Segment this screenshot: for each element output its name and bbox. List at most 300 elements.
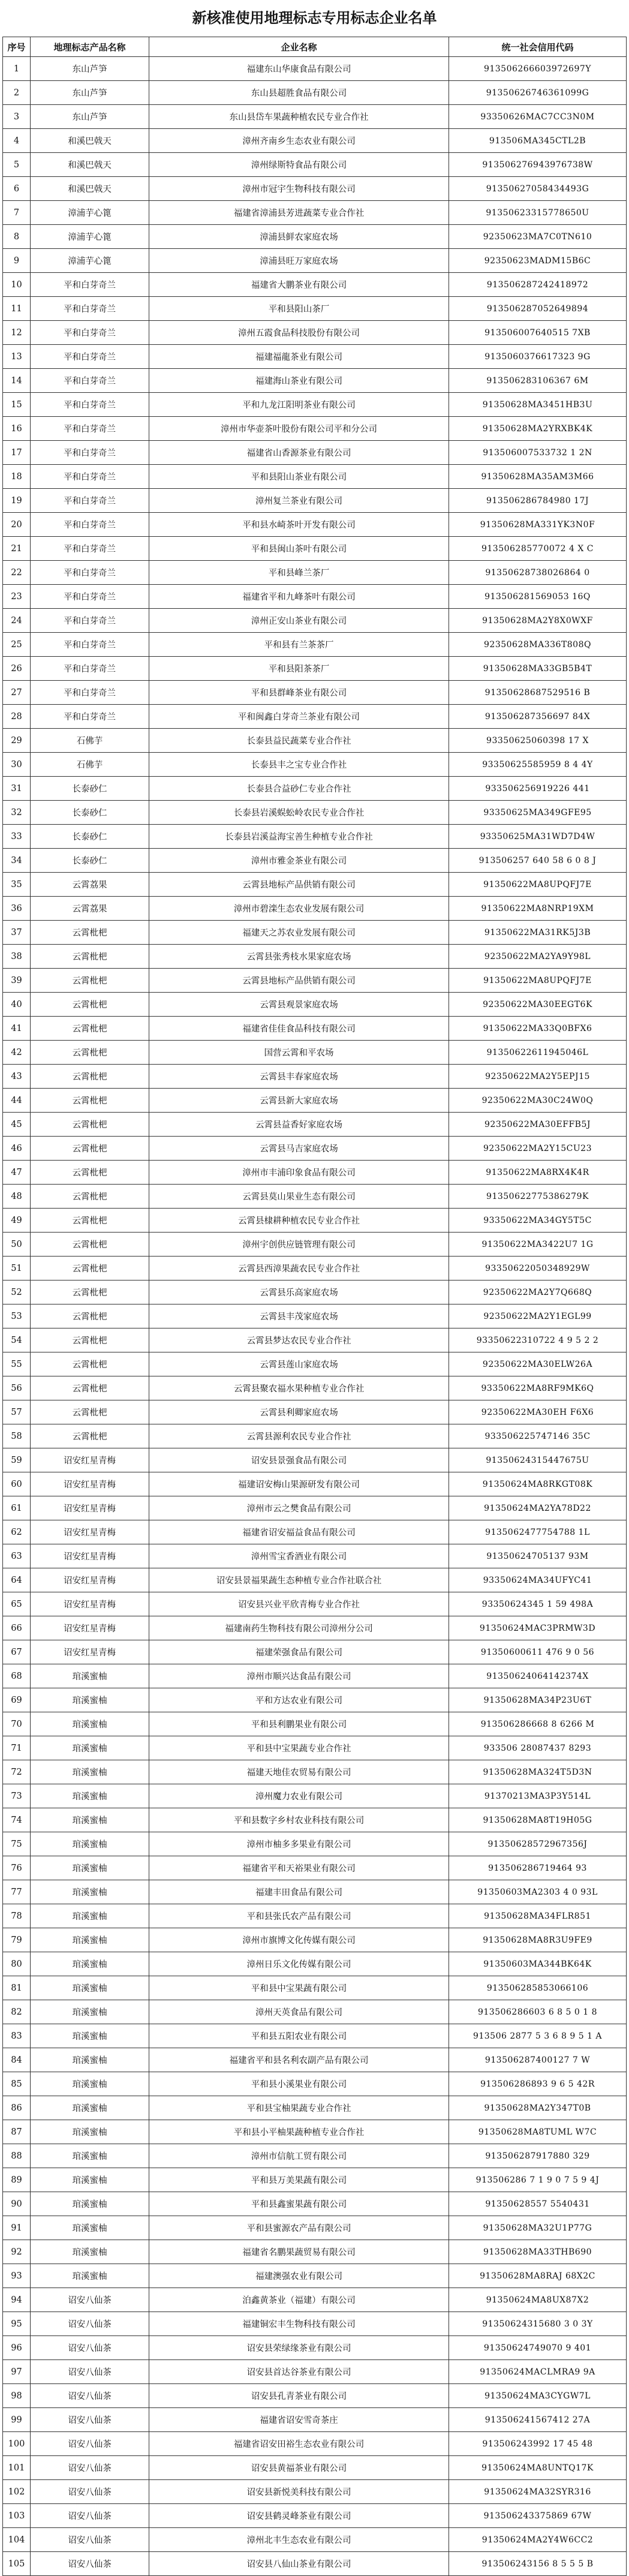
enterprise-name: 平和县蜜源农产品有限公司 bbox=[149, 2216, 449, 2240]
credit-code: 92350623MADM15B6C bbox=[449, 249, 627, 273]
enterprise-name: 平和县小溪果业有限公司 bbox=[149, 2072, 449, 2096]
credit-code: 913506281569053 16Q bbox=[449, 585, 627, 609]
credit-code: 91350622775386279K bbox=[449, 1185, 627, 1209]
enterprise-name: 福建东山华康食品有限公司 bbox=[149, 57, 449, 81]
product-name: 和溪巴戟天 bbox=[31, 153, 149, 177]
product-name: 平和白芽奇兰 bbox=[31, 561, 149, 585]
product-name: 平和白芽奇兰 bbox=[31, 369, 149, 393]
credit-code: 91350624MA8RKGT08K bbox=[449, 1472, 627, 1496]
product-name: 云霄荔果 bbox=[31, 873, 149, 897]
credit-code: 91350603MA344BK64K bbox=[449, 1952, 627, 1976]
product-name: 云霄枇杷 bbox=[31, 1041, 149, 1065]
table-row bbox=[3, 1113, 627, 1137]
enterprise-name: 云霄县莲山家庭农场 bbox=[149, 1352, 449, 1376]
table-row bbox=[3, 1376, 627, 1400]
row-index: 45 bbox=[3, 1113, 31, 1137]
enterprise-table bbox=[2, 37, 627, 2576]
header-credit-code: 统一社会信用代码 bbox=[449, 37, 627, 57]
product-name: 平和白芽奇兰 bbox=[31, 393, 149, 417]
credit-code: 91350628MA8T19H05G bbox=[449, 1808, 627, 1832]
row-index: 95 bbox=[3, 2312, 31, 2336]
row-index: 19 bbox=[3, 489, 31, 513]
table-row bbox=[3, 945, 627, 969]
product-name: 琯溪蜜柚 bbox=[31, 2144, 149, 2168]
credit-code: 92350623MA7C0TN610 bbox=[449, 225, 627, 249]
credit-code: 91350628687529516 B bbox=[449, 681, 627, 705]
product-name: 琯溪蜜柚 bbox=[31, 1928, 149, 1952]
row-index: 42 bbox=[3, 1041, 31, 1065]
product-name: 琯溪蜜柚 bbox=[31, 1904, 149, 1928]
table-row bbox=[3, 1664, 627, 1688]
table-row bbox=[3, 201, 627, 225]
enterprise-name: 平和县闽山茶叶有限公司 bbox=[149, 537, 449, 561]
credit-code: 93350624MA34UFYC41 bbox=[449, 1568, 627, 1592]
table-row bbox=[3, 1448, 627, 1472]
product-name: 云霄枇杷 bbox=[31, 1161, 149, 1185]
table-row bbox=[3, 1304, 627, 1328]
enterprise-name: 漳州日乐文化传媒有限公司 bbox=[149, 1952, 449, 1976]
row-index: 28 bbox=[3, 705, 31, 729]
credit-code: 92350622MA2Y1EGL99 bbox=[449, 1304, 627, 1328]
enterprise-name: 诏安县鹤灵峰茶业有限公司 bbox=[149, 2504, 449, 2528]
table-row bbox=[3, 2096, 627, 2120]
table-row bbox=[3, 561, 627, 585]
product-name: 和溪巴戟天 bbox=[31, 129, 149, 153]
enterprise-name: 平和县万美果蔬有限公司 bbox=[149, 2168, 449, 2192]
table-row bbox=[3, 993, 627, 1017]
table-row bbox=[3, 1424, 627, 1448]
row-index: 47 bbox=[3, 1161, 31, 1185]
enterprise-name: 云霄县益香好家庭农场 bbox=[149, 1113, 449, 1137]
table-row bbox=[3, 2384, 627, 2408]
enterprise-name: 漳州市雅金茶业有限公司 bbox=[149, 849, 449, 873]
table-row bbox=[3, 1784, 627, 1808]
enterprise-name: 福建诏安梅山果源研发有限公司 bbox=[149, 1472, 449, 1496]
table-row bbox=[3, 1328, 627, 1352]
credit-code: 92350622MA2YA9Y98L bbox=[449, 945, 627, 969]
row-index: 31 bbox=[3, 777, 31, 801]
table-row bbox=[3, 1928, 627, 1952]
enterprise-name: 福建省诏安田裕生态农业有限公司 bbox=[149, 2432, 449, 2456]
row-index: 44 bbox=[3, 1089, 31, 1113]
product-name: 诏安八仙茶 bbox=[31, 2408, 149, 2432]
credit-code: 91350622611945046L bbox=[449, 1041, 627, 1065]
enterprise-name: 诏安县新悦美科技有限公司 bbox=[149, 2480, 449, 2504]
row-index: 32 bbox=[3, 801, 31, 825]
enterprise-name: 云霄县乐高家庭农场 bbox=[149, 1281, 449, 1304]
row-index: 26 bbox=[3, 657, 31, 681]
enterprise-name: 平和县宝柚果蔬专业合作社 bbox=[149, 2096, 449, 2120]
table-row bbox=[3, 753, 627, 777]
enterprise-name: 漳州市云之樊食品有限公司 bbox=[149, 1496, 449, 1520]
enterprise-name: 漳州正安山茶业有限公司 bbox=[149, 609, 449, 633]
credit-code: 91350628MA2Y347T0B bbox=[449, 2096, 627, 2120]
credit-code: 91350622MA8UPQFJ7E bbox=[449, 873, 627, 897]
table-row bbox=[3, 177, 627, 201]
table-row bbox=[3, 2216, 627, 2240]
product-name: 平和白芽奇兰 bbox=[31, 417, 149, 441]
enterprise-name: 漳州北丰生态农业有限公司 bbox=[149, 2528, 449, 2552]
credit-code: 93350622MA8RF9MK6Q bbox=[449, 1376, 627, 1400]
enterprise-name: 平和方达农业有限公司 bbox=[149, 1688, 449, 1712]
table-row bbox=[3, 801, 627, 825]
enterprise-name: 漳州市冠宇生物科技有限公司 bbox=[149, 177, 449, 201]
row-index: 40 bbox=[3, 993, 31, 1017]
table-row bbox=[3, 1736, 627, 1760]
product-name: 石佛芋 bbox=[31, 729, 149, 753]
credit-code: 92350622MA30EEGT6K bbox=[449, 993, 627, 1017]
enterprise-name: 漳州市旗博文化传媒有限公司 bbox=[149, 1928, 449, 1952]
product-name: 诏安红星青梅 bbox=[31, 1592, 149, 1616]
enterprise-name: 云霄县利卿家庭农场 bbox=[149, 1400, 449, 1424]
product-name: 诏安八仙茶 bbox=[31, 2288, 149, 2312]
enterprise-name: 云霄县丰春家庭农场 bbox=[149, 1065, 449, 1089]
enterprise-name: 诏安县荣绿缘茶业有限公司 bbox=[149, 2336, 449, 2360]
credit-code: 913506287917880 329 bbox=[449, 2144, 627, 2168]
credit-code: 91350622MA33Q0BFX6 bbox=[449, 1017, 627, 1041]
enterprise-name: 漳州市丰浦印象食品有限公司 bbox=[149, 1161, 449, 1185]
row-index: 52 bbox=[3, 1281, 31, 1304]
table-row bbox=[3, 1808, 627, 1832]
credit-code: 91350624MA8UNTQ17K bbox=[449, 2456, 627, 2480]
table-row bbox=[3, 513, 627, 537]
product-name: 云霄枇杷 bbox=[31, 1257, 149, 1281]
product-name: 诏安红星青梅 bbox=[31, 1616, 149, 1640]
table-row bbox=[3, 681, 627, 705]
credit-code: 9135060376617323 9G bbox=[449, 345, 627, 369]
table-row bbox=[3, 105, 627, 129]
table-row bbox=[3, 1233, 627, 1257]
credit-code: 913506283106367 6M bbox=[449, 369, 627, 393]
credit-code: 91350624MA2YA78D22 bbox=[449, 1496, 627, 1520]
credit-code: 92350622MA30EH F6X6 bbox=[449, 1400, 627, 1424]
credit-code: 913506285853066106 bbox=[449, 1976, 627, 2000]
table-row bbox=[3, 1520, 627, 1544]
table-row bbox=[3, 1832, 627, 1856]
product-name: 诏安红星青梅 bbox=[31, 1472, 149, 1496]
enterprise-name: 福建南药生物科技有限公司漳州分公司 bbox=[149, 1616, 449, 1640]
row-index: 8 bbox=[3, 225, 31, 249]
credit-code: 913506287052649894 bbox=[449, 297, 627, 321]
enterprise-name: 平和县利鹏果业有限公司 bbox=[149, 1712, 449, 1736]
product-name: 诏安八仙茶 bbox=[31, 2552, 149, 2576]
enterprise-name: 福建海山茶业有限公司 bbox=[149, 369, 449, 393]
row-index: 65 bbox=[3, 1592, 31, 1616]
credit-code: 91350628MA8RAJ 68X2C bbox=[449, 2264, 627, 2288]
product-name: 平和白芽奇兰 bbox=[31, 705, 149, 729]
product-name: 云霄枇杷 bbox=[31, 945, 149, 969]
enterprise-name: 福建省山香源茶业有限公司 bbox=[149, 441, 449, 465]
row-index: 10 bbox=[3, 273, 31, 297]
row-index: 46 bbox=[3, 1137, 31, 1161]
row-index: 57 bbox=[3, 1400, 31, 1424]
product-name: 诏安红星青梅 bbox=[31, 1640, 149, 1664]
product-name: 云霄枇杷 bbox=[31, 1185, 149, 1209]
table-row bbox=[3, 1712, 627, 1736]
credit-code: 91350628MA2Y8X0WXF bbox=[449, 609, 627, 633]
table-row bbox=[3, 897, 627, 921]
row-index: 61 bbox=[3, 1496, 31, 1520]
table-row bbox=[3, 1568, 627, 1592]
row-index: 101 bbox=[3, 2456, 31, 2480]
credit-code: 91350600611 476 9 0 56 bbox=[449, 1640, 627, 1664]
enterprise-name: 诏安县景强食品有限公司 bbox=[149, 1448, 449, 1472]
enterprise-name: 云霄县地标产品供销有限公司 bbox=[149, 873, 449, 897]
credit-code: 913506243992 17 45 48 bbox=[449, 2432, 627, 2456]
row-index: 38 bbox=[3, 945, 31, 969]
table-row bbox=[3, 2000, 627, 2024]
row-index: 22 bbox=[3, 561, 31, 585]
enterprise-name: 平和县阳茶茶厂 bbox=[149, 657, 449, 681]
table-row bbox=[3, 2528, 627, 2552]
row-index: 16 bbox=[3, 417, 31, 441]
credit-code: 913506276943976738W bbox=[449, 153, 627, 177]
product-name: 平和白芽奇兰 bbox=[31, 609, 149, 633]
credit-code: 91350624MAC3PRMW3D bbox=[449, 1616, 627, 1640]
row-index: 66 bbox=[3, 1616, 31, 1640]
enterprise-name: 福建省诏安雪奇茶庄 bbox=[149, 2408, 449, 2432]
table-row bbox=[3, 1760, 627, 1784]
row-index: 20 bbox=[3, 513, 31, 537]
product-name: 诏安八仙茶 bbox=[31, 2384, 149, 2408]
credit-code: 92350622MA2Y5EPJ15 bbox=[449, 1065, 627, 1089]
enterprise-name: 平和县中宝果蔬专业合作社 bbox=[149, 1736, 449, 1760]
product-name: 云霄枇杷 bbox=[31, 1017, 149, 1041]
credit-code: 91350624MA3CYGW7L bbox=[449, 2384, 627, 2408]
row-index: 4 bbox=[3, 129, 31, 153]
table-row bbox=[3, 2168, 627, 2192]
table-row bbox=[3, 1089, 627, 1113]
product-name: 平和白芽奇兰 bbox=[31, 585, 149, 609]
credit-code: 91350628MA34P23U6T bbox=[449, 1688, 627, 1712]
enterprise-name: 福建省平和县名利农副产品有限公司 bbox=[149, 2048, 449, 2072]
enterprise-name: 福建丰田食品有限公司 bbox=[149, 1880, 449, 1904]
product-name: 琯溪蜜柚 bbox=[31, 1856, 149, 1880]
enterprise-name: 漳州绿斯特食品有限公司 bbox=[149, 153, 449, 177]
credit-code: 91350622MA8RX4K4R bbox=[449, 1161, 627, 1185]
table-row bbox=[3, 1880, 627, 1904]
product-name: 和溪巴戟天 bbox=[31, 177, 149, 201]
enterprise-name: 平和县小平柚果蔬种植专业合作社 bbox=[149, 2120, 449, 2144]
row-index: 48 bbox=[3, 1185, 31, 1209]
credit-code: 913506243156 8 5 5 5 B bbox=[449, 2552, 627, 2576]
product-name: 诏安八仙茶 bbox=[31, 2432, 149, 2456]
table-row bbox=[3, 2288, 627, 2312]
row-index: 59 bbox=[3, 1448, 31, 1472]
product-name: 琯溪蜜柚 bbox=[31, 2240, 149, 2264]
product-name: 平和白芽奇兰 bbox=[31, 297, 149, 321]
credit-code: 92350622MA2Y15CU23 bbox=[449, 1137, 627, 1161]
table-row bbox=[3, 609, 627, 633]
enterprise-name: 平和县五阳农业有限公司 bbox=[149, 2024, 449, 2048]
table-row bbox=[3, 2024, 627, 2048]
enterprise-name: 平和闽鑫白芽奇兰茶业有限公司 bbox=[149, 705, 449, 729]
table-row bbox=[3, 1400, 627, 1424]
row-index: 83 bbox=[3, 2024, 31, 2048]
table-row bbox=[3, 1856, 627, 1880]
row-index: 18 bbox=[3, 465, 31, 489]
table-row bbox=[3, 2312, 627, 2336]
credit-code: 913506286784980 17J bbox=[449, 489, 627, 513]
product-name: 诏安八仙茶 bbox=[31, 2504, 149, 2528]
credit-code: 93350625MA349GFE95 bbox=[449, 801, 627, 825]
product-name: 琯溪蜜柚 bbox=[31, 1712, 149, 1736]
product-name: 诏安八仙茶 bbox=[31, 2336, 149, 2360]
row-index: 11 bbox=[3, 297, 31, 321]
header-index: 序号 bbox=[3, 37, 31, 57]
credit-code: 91350624315447675U bbox=[449, 1448, 627, 1472]
credit-code: 92350622MA30ELW26A bbox=[449, 1352, 627, 1376]
table-row bbox=[3, 1544, 627, 1568]
product-name: 琯溪蜜柚 bbox=[31, 2096, 149, 2120]
product-name: 云霄枇杷 bbox=[31, 969, 149, 993]
enterprise-name: 平和县群峰茶业有限公司 bbox=[149, 681, 449, 705]
enterprise-name: 平和九龙江阳明茶业有限公司 bbox=[149, 393, 449, 417]
enterprise-name: 云霄县地标产品供销有限公司 bbox=[149, 969, 449, 993]
credit-code: 913506285770072 4 X C bbox=[449, 537, 627, 561]
credit-code: 913506286 7 1 9 0 7 5 9 4J bbox=[449, 2168, 627, 2192]
product-name: 琯溪蜜柚 bbox=[31, 1760, 149, 1784]
row-index: 43 bbox=[3, 1065, 31, 1089]
product-name: 平和白芽奇兰 bbox=[31, 513, 149, 537]
product-name: 诏安八仙茶 bbox=[31, 2456, 149, 2480]
table-row bbox=[3, 2360, 627, 2384]
enterprise-name: 云霄县观景家庭农场 bbox=[149, 993, 449, 1017]
product-name: 诏安红星青梅 bbox=[31, 1520, 149, 1544]
product-name: 长泰砂仁 bbox=[31, 825, 149, 849]
enterprise-name: 平和县峰兰茶厂 bbox=[149, 561, 449, 585]
table-row bbox=[3, 2264, 627, 2288]
enterprise-name: 云霄县源利农民专业合作社 bbox=[149, 1424, 449, 1448]
enterprise-name: 平和县有兰茶茶厂 bbox=[149, 633, 449, 657]
enterprise-name: 云霄县西漳果蔬农民专业合作社 bbox=[149, 1257, 449, 1281]
table-row bbox=[3, 585, 627, 609]
enterprise-name: 平和县中宝果蔬有限公司 bbox=[149, 1976, 449, 2000]
product-name: 琯溪蜜柚 bbox=[31, 2264, 149, 2288]
table-row bbox=[3, 441, 627, 465]
product-name: 诏安红星青梅 bbox=[31, 1568, 149, 1592]
row-index: 77 bbox=[3, 1880, 31, 1904]
row-index: 63 bbox=[3, 1544, 31, 1568]
row-index: 103 bbox=[3, 2504, 31, 2528]
credit-code: 91350622MA8UPQFJ7E bbox=[449, 969, 627, 993]
enterprise-name: 漳州市碧滦生态农业发展有限公司 bbox=[149, 897, 449, 921]
row-index: 62 bbox=[3, 1520, 31, 1544]
product-name: 东山芦笋 bbox=[31, 57, 149, 81]
table-row bbox=[3, 1952, 627, 1976]
table-row bbox=[3, 1137, 627, 1161]
enterprise-name: 长泰县岩溪蜈蚣岭农民专业合作社 bbox=[149, 801, 449, 825]
row-index: 105 bbox=[3, 2552, 31, 2576]
enterprise-name: 云霄县张秀枝水果家庭农场 bbox=[149, 945, 449, 969]
credit-code: 91350628MA3451HB3U bbox=[449, 393, 627, 417]
credit-code: 913506241567412 27A bbox=[449, 2408, 627, 2432]
table-body bbox=[3, 57, 627, 2576]
product-name: 琯溪蜜柚 bbox=[31, 1976, 149, 2000]
row-index: 88 bbox=[3, 2144, 31, 2168]
credit-code: 913506286719464 93 bbox=[449, 1856, 627, 1880]
product-name: 琯溪蜜柚 bbox=[31, 2024, 149, 2048]
table-row bbox=[3, 825, 627, 849]
row-index: 64 bbox=[3, 1568, 31, 1592]
row-index: 56 bbox=[3, 1376, 31, 1400]
table-row bbox=[3, 2072, 627, 2096]
credit-code: 91350626746361099G bbox=[449, 81, 627, 105]
product-name: 平和白芽奇兰 bbox=[31, 441, 149, 465]
product-name: 琯溪蜜柚 bbox=[31, 2168, 149, 2192]
row-index: 58 bbox=[3, 1424, 31, 1448]
product-name: 云霄枇杷 bbox=[31, 1113, 149, 1137]
product-name: 云霄枇杷 bbox=[31, 1065, 149, 1089]
product-name: 云霄枇杷 bbox=[31, 1400, 149, 1424]
enterprise-name: 漳州复兰茶业有限公司 bbox=[149, 489, 449, 513]
row-index: 71 bbox=[3, 1736, 31, 1760]
credit-code: 93350622310722 4 9 5 2 2 bbox=[449, 1328, 627, 1352]
table-row bbox=[3, 873, 627, 897]
product-name: 平和白芽奇兰 bbox=[31, 345, 149, 369]
row-index: 90 bbox=[3, 2192, 31, 2216]
row-index: 78 bbox=[3, 1904, 31, 1928]
credit-code: 91350628738026864 0 bbox=[449, 561, 627, 585]
table-row bbox=[3, 2240, 627, 2264]
product-name: 琯溪蜜柚 bbox=[31, 1880, 149, 1904]
row-index: 99 bbox=[3, 2408, 31, 2432]
table-row bbox=[3, 1904, 627, 1928]
row-index: 70 bbox=[3, 1712, 31, 1736]
enterprise-name: 福建省平和九峰茶叶有限公司 bbox=[149, 585, 449, 609]
enterprise-name: 诏安县黄福茶业有限公司 bbox=[149, 2456, 449, 2480]
row-index: 35 bbox=[3, 873, 31, 897]
credit-code: 91350603MA2303 4 0 93L bbox=[449, 1880, 627, 1904]
row-index: 37 bbox=[3, 921, 31, 945]
table-row bbox=[3, 849, 627, 873]
product-name: 云霄枇杷 bbox=[31, 1089, 149, 1113]
row-index: 69 bbox=[3, 1688, 31, 1712]
product-name: 石佛芋 bbox=[31, 753, 149, 777]
enterprise-name: 福建天之苏农业发展有限公司 bbox=[149, 921, 449, 945]
table-row bbox=[3, 705, 627, 729]
table-header-row bbox=[3, 37, 627, 57]
table-row bbox=[3, 1496, 627, 1520]
product-name: 诏安红星青梅 bbox=[31, 1448, 149, 1472]
credit-code: 92350628MA336T808Q bbox=[449, 633, 627, 657]
credit-code: 91350628MA324T5D3N bbox=[449, 1760, 627, 1784]
product-name: 琯溪蜜柚 bbox=[31, 2120, 149, 2144]
row-index: 39 bbox=[3, 969, 31, 993]
row-index: 30 bbox=[3, 753, 31, 777]
credit-code: 91350628MA33THB690 bbox=[449, 2240, 627, 2264]
table-row bbox=[3, 537, 627, 561]
enterprise-name: 漳州宇创供应链管理有限公司 bbox=[149, 1233, 449, 1257]
product-name: 东山芦笋 bbox=[31, 105, 149, 129]
table-row bbox=[3, 129, 627, 153]
table-row bbox=[3, 777, 627, 801]
row-index: 85 bbox=[3, 2072, 31, 2096]
credit-code: 913506257 640 58 6 0 8 J bbox=[449, 849, 627, 873]
table-row bbox=[3, 153, 627, 177]
row-index: 27 bbox=[3, 681, 31, 705]
enterprise-name: 云霄县马吉家庭农场 bbox=[149, 1137, 449, 1161]
credit-code: 92350622MA2Y7Q668Q bbox=[449, 1281, 627, 1304]
credit-code: 91350628MA8TUML W7C bbox=[449, 2120, 627, 2144]
enterprise-name: 福建澳强农业有限公司 bbox=[149, 2264, 449, 2288]
table-row bbox=[3, 1257, 627, 1281]
row-index: 104 bbox=[3, 2528, 31, 2552]
row-index: 13 bbox=[3, 345, 31, 369]
credit-code: 913506266603972697Y bbox=[449, 57, 627, 81]
credit-code: 91350622MA3422U7 1G bbox=[449, 1233, 627, 1257]
product-name: 琯溪蜜柚 bbox=[31, 1736, 149, 1760]
